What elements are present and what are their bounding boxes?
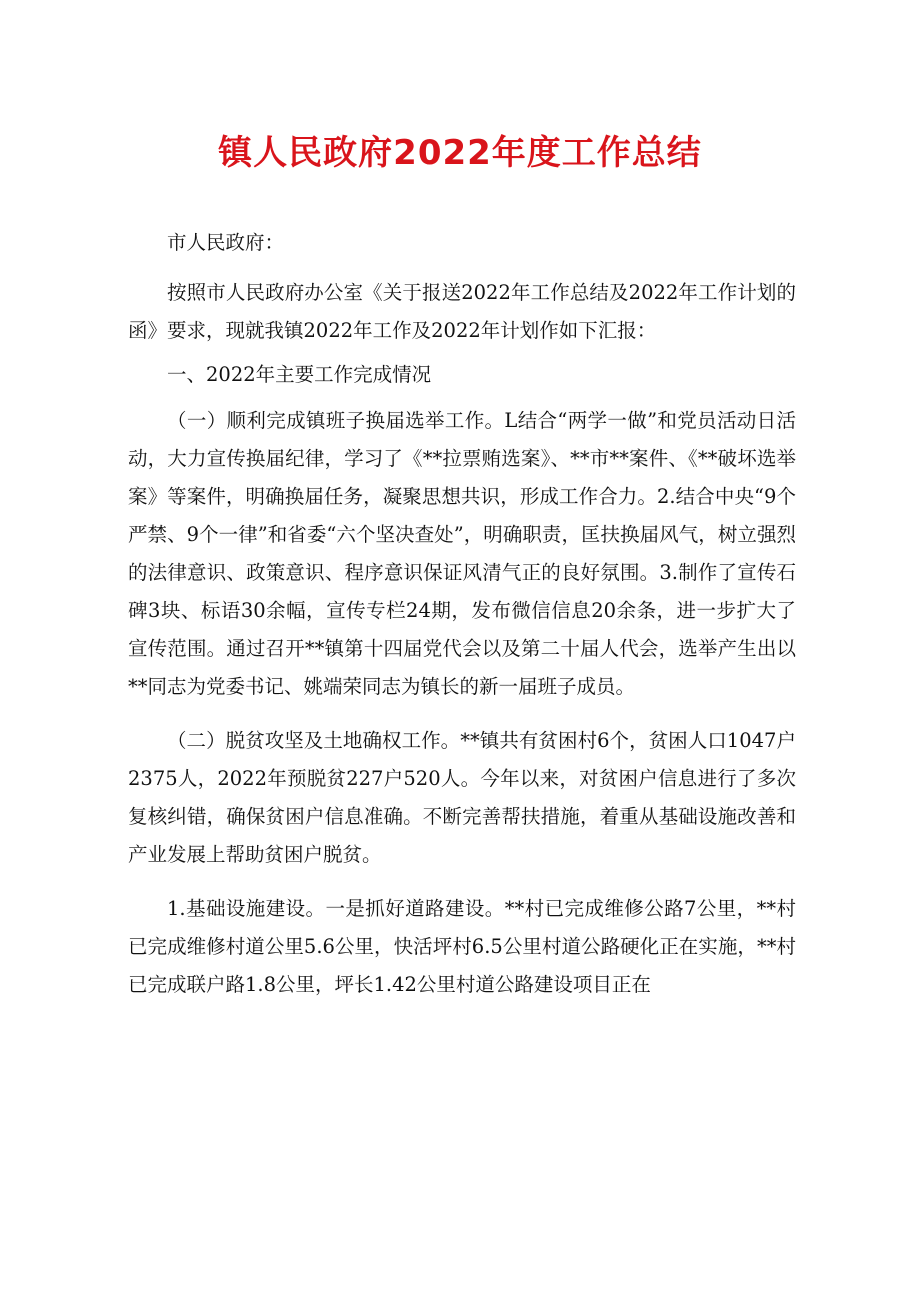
paragraph-poverty: （二）脱贫攻坚及土地确权工作。**镇共有贫困村6个，贫困人口1047户2375人，2022年预脱贫227户520人。今年以来，对贫困户信息进行了多次复核纠错，确保贫困户信息准确。不断完善帮扶措施，着重从基础设施改善和产业发展上帮助贫困户脱贫。 xyxy=(128,729,796,866)
section-heading: 一、2022年主要工作完成情况 xyxy=(167,363,432,386)
paragraph-election: （一）顺利完成镇班子换届选举工作。L结合“两学一做”和党员活动日活动，大力宣传换届纪律，学习了《**拉票贿选案》、**市**案件、《**破坏选举案》等案件，明确换届任务，凝聚思想共识，形成工作合力。2.结合中央“9个严禁、9个一律”和省委“六个坚决查处”，明确职责，匡扶换届风气，树立强烈的法律意识、政策意识、程序意识保证风清气正的良好氛围。3.制作了宣传石碑3块、标语30余幅，宣传专栏24期，发布微信信息20余条，进一步扩大了宣传范围。通过召开**镇第十四届党代会以及第二十届人代会，选举产生出以**同志为党委书记、姚端荣同志为镇长的新一届班子成员。 xyxy=(128,409,796,698)
document-body xyxy=(128,224,796,1004)
salutation: 市人民政府： xyxy=(167,231,285,254)
paragraph-infrastructure: 1.基础设施建设。一是抓好道路建设。**村已完成维修公路7公里，**村已完成维修村道公里5.6公里，快活坪村6.5公里村道公路硬化正在实施，**村已完成联户路1.8公里，坪长1.42公里村道公路建设项目正在 xyxy=(128,897,796,996)
document-title: 镇人民政府2022年度工作总结 xyxy=(218,133,702,173)
paragraph-intro: 按照市人民政府办公室《关于报送2022年工作总结及2022年工作计划的函》要求，现就我镇2022年工作及2022年计划作如下汇报： xyxy=(128,281,796,342)
